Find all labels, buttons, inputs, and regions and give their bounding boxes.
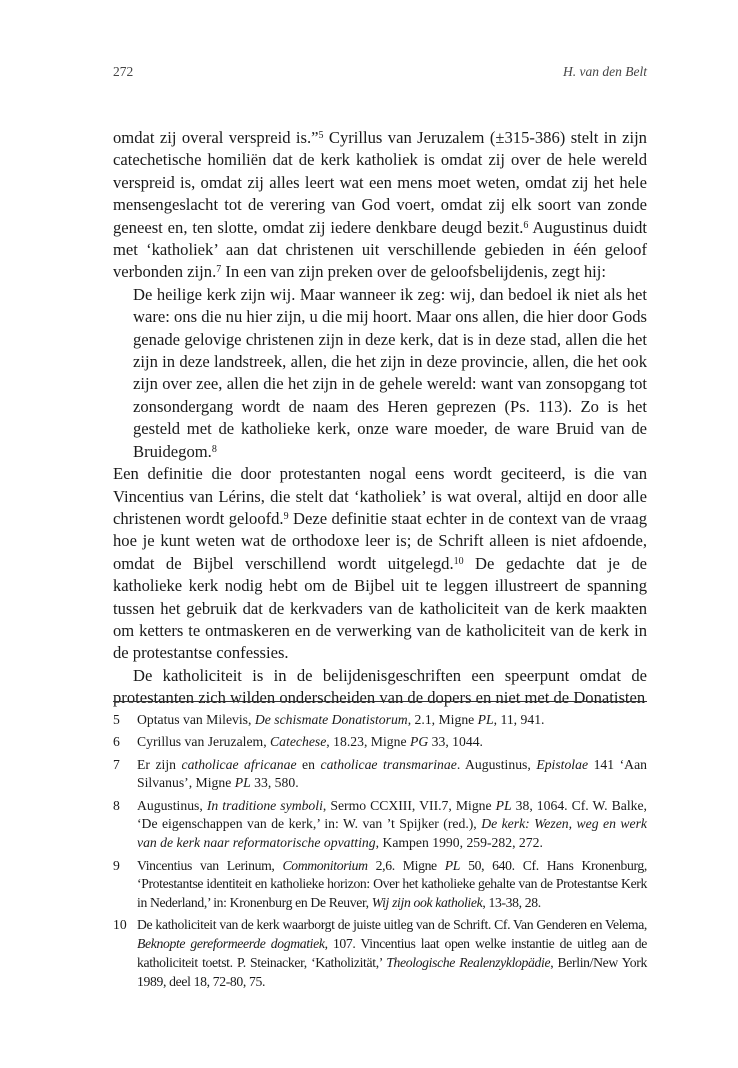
footnote-ref-6: 6	[523, 219, 529, 231]
body-text	[113, 127, 647, 710]
italic-title: PL	[495, 797, 512, 813]
paragraph-definition	[113, 463, 647, 665]
footnote-8	[113, 797, 647, 853]
text-run: De gedachte dat je de katholieke kerk nodig hebt om de Bijbel uit te leggen illustreert de spanning tussen het gebruik dat de kerkvaders van de katholiciteit van de kerk maakten om ketters te ontmaskeren en de verwerking van de katholiciteit van de kerk in de protestantse confessies.	[113, 553, 647, 663]
text-run: . Augustinus,	[456, 756, 537, 772]
running-header	[113, 64, 647, 84]
italic-title: catholicae africanae	[181, 756, 297, 772]
text-run: en	[296, 756, 321, 772]
text-run: De katholiciteit van de kerk waarborgt de juiste uitleg van de Schrift. Cf. Van Genderen en Velema,	[137, 917, 647, 933]
text-run: , 107. Vincentius laat open welke instantie de uitleg aan de katholiciteit toetst. P. Steinacker, ‘Katholizität,’	[137, 936, 648, 971]
footnote-text	[137, 733, 647, 752]
text-run: , Kampen 1990, 259-282, 272.	[375, 835, 543, 851]
text-run: , 18.23, Migne	[326, 734, 410, 750]
page-number: 272	[113, 64, 134, 79]
italic-title: Theologische Realenzyklopädie	[386, 955, 551, 971]
footnote-number: 7	[113, 756, 120, 772]
text-run: , 2.1, Migne	[407, 712, 478, 727]
text-run: Augustinus,	[137, 797, 207, 813]
quote-text: De heilige kerk zijn wij. Maar wanneer ik zeg: wij, dan bedoel ik niet als het ware: ons die nu hier zijn, u die mij hoort. Maar ons allen, die hier door Gods genade gelovige christenen zijn in deze kerk, dat is in deze stad, allen die het zijn in deze landstreek, allen, die het zijn in deze provincie, allen, die het ook zijn over zee, allen die het zijn in de gehele wereld: want van zonsopgang tot zonsondergang wordt de naam des Heren geprezen (Ps. 113). Zo is het gesteld met de katholieke kerk, onze ware moeder, de ware Bruid van de Bruidegom.	[133, 284, 647, 461]
footnote-text	[137, 916, 647, 991]
footnote-text	[137, 857, 647, 913]
italic-title: PL	[477, 712, 494, 727]
text-run: 2,6. Migne	[367, 857, 445, 873]
footnote-ref-7: 7	[216, 264, 222, 276]
text-run: , 13-38, 28.	[482, 895, 541, 911]
text-run: Optatus van Milevis,	[137, 712, 255, 727]
paragraph-continuation	[113, 127, 647, 284]
footnote-ref-10: 10	[453, 555, 464, 567]
text-run: , Berlin/New York 1989, deel 18, 72-80, 75.	[137, 955, 647, 989]
italic-title: De schismate Donatistorum	[254, 712, 408, 727]
text-run: 141 ‘Aan Silvanus’, Migne	[137, 756, 647, 791]
block-quote	[133, 284, 647, 463]
text-run: 38, 1064. Cf. W. Balke, ‘De eigenschappen van de kerk,’ in: W. van ’t Spijker (red.),	[137, 797, 647, 832]
footnote-10	[113, 916, 647, 991]
footnote-number: 9	[113, 857, 120, 873]
text-run: Cyrillus van Jeruzalem,	[137, 734, 271, 750]
italic-title: In traditione symboli	[206, 797, 323, 813]
footnote-5	[113, 711, 647, 730]
footnote-ref-9: 9	[283, 510, 289, 522]
italic-title: Beknopte gereformeerde dogmatiek	[137, 936, 325, 952]
footnote-text	[137, 797, 647, 853]
italic-title: PG	[409, 734, 429, 750]
footnote-number: 8	[113, 797, 120, 813]
italic-title: De kerk: Wezen, weg en werk van de kerk naar reformatorische opvatting	[137, 816, 647, 851]
italic-title: Catechese	[270, 734, 327, 750]
italic-title: Epistolae	[536, 756, 589, 772]
italic-title: Wij zijn ook katholiek	[371, 895, 483, 911]
footnote-text	[137, 711, 647, 730]
text-run: , Sermo CCXIII, VII.7, Migne	[322, 797, 496, 813]
text-run: Vincentius van Lerinum,	[137, 857, 283, 873]
text-run: Er zijn	[137, 756, 182, 772]
italic-title: catholicae transmarinae	[320, 756, 457, 772]
footnote-number: 5	[113, 712, 120, 727]
text-run: Een definitie die door protestanten nogal eens wordt geciteerd, is die van Vincentius van Lérins, die stelt dat ‘katholiek’ is wat overal, altijd en door alle christenen wordt geloofd.	[113, 464, 647, 528]
footnote-6	[113, 733, 647, 752]
text-run: Augustinus duidt met ‘katholiek’ aan dat christenen uit verschillende gebieden in één geloof verbonden zijn.	[113, 217, 647, 282]
text-run: In een van zijn preken over de geloofsbelijdenis, zegt hij:	[221, 262, 606, 282]
footnote-9	[113, 857, 647, 913]
footnote-ref-5: 5	[318, 130, 324, 141]
footnote-number: 10	[113, 917, 127, 933]
italic-title: PL	[444, 857, 461, 873]
paragraph-confessions: De katholiciteit is in de belijdenisgeschriften een speerpunt omdat de protestanten zich wilden onderscheiden van de dopers en niet met de Donatisten	[113, 665, 647, 708]
text-run: 33, 1044.	[428, 734, 483, 750]
text-run: 50, 640. Cf. Hans Kronenburg, ‘Protestantse identiteit en katholieke horizon: Over het katholieke gehalte van de Protestantse Kerk in Nederland,’ in: Kronenburg en De Reuver,	[137, 857, 647, 911]
text-run: Deze definitie staat echter in de context van de vraag hoe je kunt weten wat de orthodoxe leer is; de Schrift alleen is niet afdoende, omdat de Bijbel verschillend wordt uitgelegd.	[113, 508, 647, 573]
italic-title: PL	[234, 775, 251, 791]
italic-title: Commonitorium	[282, 857, 368, 873]
text-run: , 11, 941.	[493, 712, 545, 727]
running-author: H. van den Belt	[563, 64, 647, 79]
text-run: 33, 580.	[250, 775, 299, 791]
footnotes	[113, 711, 647, 995]
footnote-7	[113, 756, 647, 794]
text-run: omdat zij overal verspreid is.”	[113, 128, 319, 147]
footnote-ref-8: 8	[211, 443, 217, 455]
text-run: Cyrillus van Jeruzalem (±315-386) stelt in zijn catechetische homiliën dat de kerk katholiek is omdat zij over de hele wereld verspreid is, omdat zij alles leert wat een mens moet weten, omdat zij het hele mensengeslacht tot de verering van God voert, omdat zij elk soort van zonde geneest en, ten slotte, omdat zij iedere denkbare deugd bezit.	[113, 128, 647, 237]
footnote-divider	[113, 701, 647, 702]
footnote-text	[137, 756, 647, 794]
footnote-number: 6	[113, 734, 120, 750]
